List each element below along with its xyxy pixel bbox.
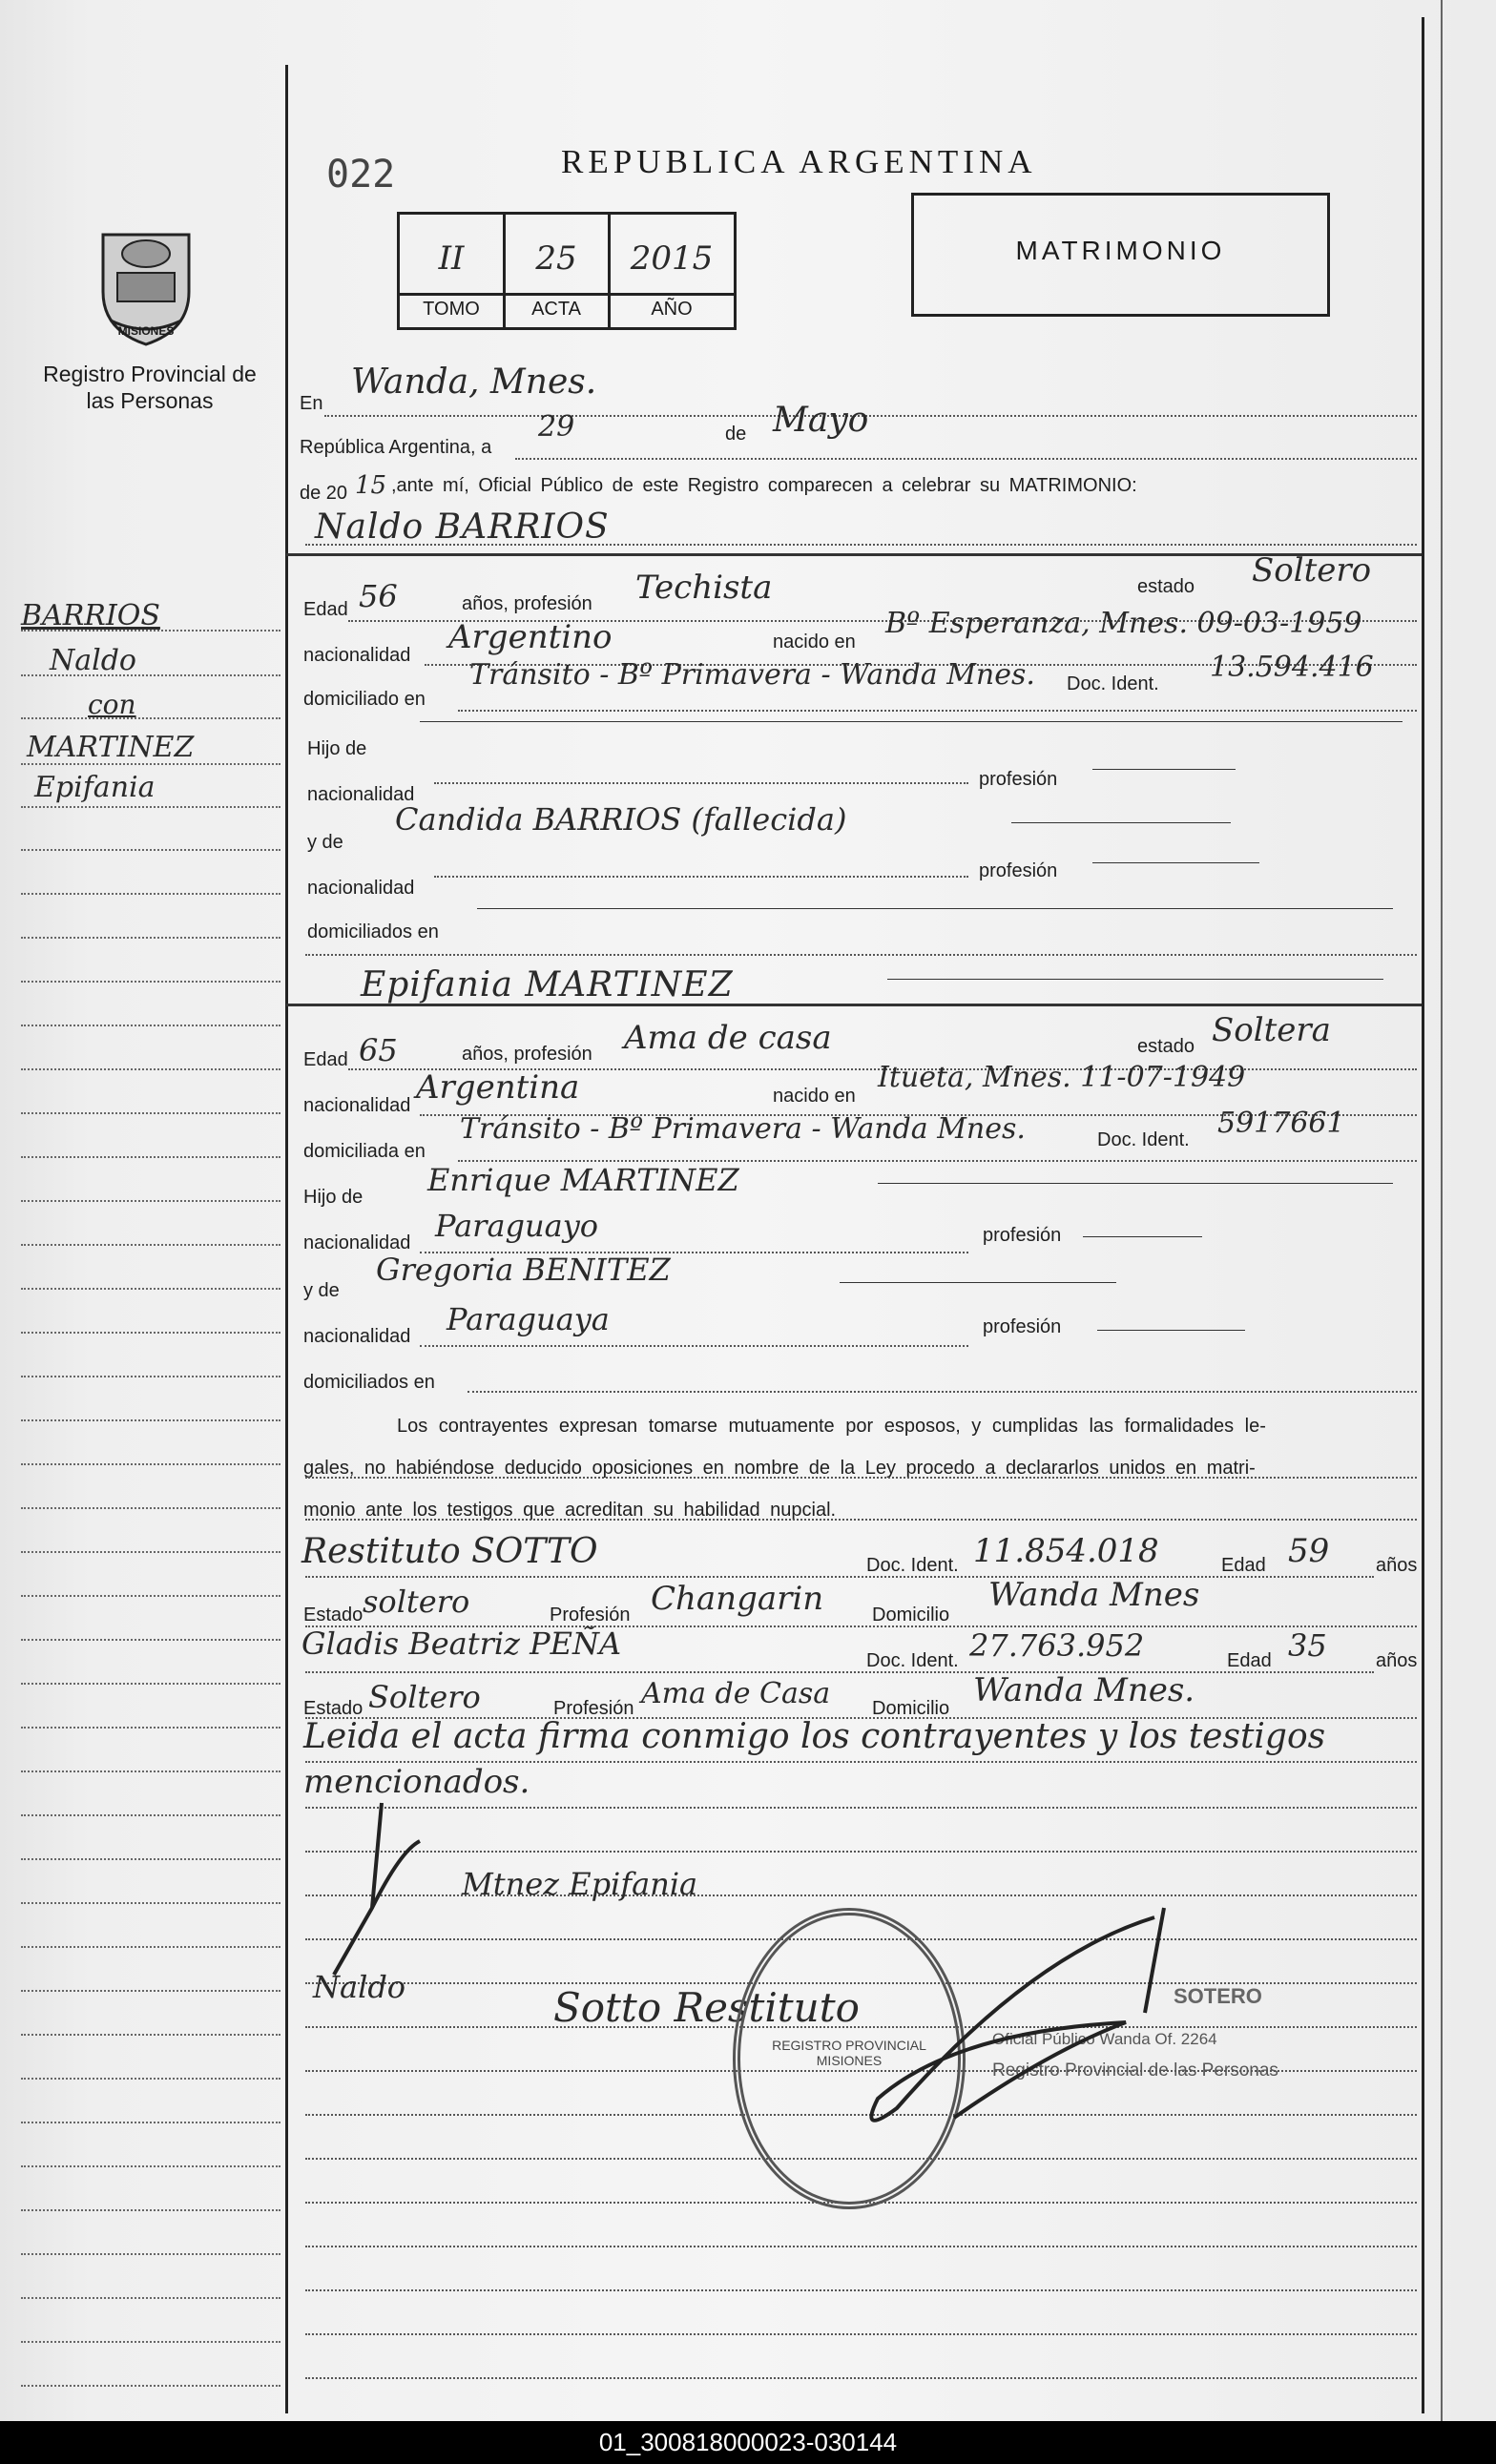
witness2-profession: Ama de Casa [641, 1677, 831, 1710]
ano-label: AÑO [651, 299, 693, 320]
witness1-age: 59 [1288, 1532, 1330, 1570]
officer-signature-scribble [840, 1898, 1221, 2146]
bride-father-nat: Paraguayo [435, 1208, 599, 1244]
acta-label: ACTA [531, 299, 581, 320]
day-value: 29 [538, 410, 575, 444]
groom-address: Tránsito - Bº Primavera - Wanda Mnes. [469, 658, 1035, 692]
declaration-line1: Los contrayentes expresan tomarse mutuamente por esposos, y cumplidas las formalidades le- [397, 1416, 1266, 1437]
witness2-doc: 27.763.952 [969, 1627, 1145, 1664]
ano-value: 2015 [630, 239, 714, 278]
witness1-doc: 11.854.018 [973, 1532, 1159, 1570]
right-border [1422, 17, 1424, 2413]
signature-bride: Mtnez Epifania [462, 1866, 698, 1902]
groom-name: Naldo BARRIOS [315, 507, 610, 547]
bride-edad-label: Edad [303, 1049, 348, 1070]
groom-nacionalidad-label: nacionalidad [303, 645, 411, 666]
groom-domiciliado-label: domiciliado en [303, 689, 426, 710]
bride-estado-label: estado [1137, 1036, 1195, 1057]
footer-code: 01_300818000023-030144 [0, 2421, 1496, 2464]
witness1-name: Restituto SOTTO [301, 1532, 598, 1571]
closing-line1: Leida el acta firma conmigo los contrayentes y los testigos [303, 1717, 1326, 1756]
bride-prof1-label: profesión [983, 1225, 1062, 1246]
witness1-profesion-label: Profesión [550, 1605, 631, 1625]
margin-name1: Naldo [50, 644, 136, 677]
official-stamp-line3: Registro Provincial de las Personas [992, 2060, 1278, 2081]
witness1-domicilio-label: Domicilio [872, 1605, 950, 1625]
witness1-estado: soltero [363, 1584, 470, 1620]
bride-mother-nat: Paraguaya [447, 1301, 610, 1337]
witness2-estado: Soltero [368, 1679, 481, 1715]
witness1-address: Wanda Mnes [988, 1576, 1200, 1614]
bride-yde-label: y de [303, 1280, 340, 1301]
witness2-profesion-label: Profesión [553, 1698, 634, 1719]
bride-prof2-label: profesión [983, 1316, 1062, 1337]
groom-yde-label: y de [307, 832, 343, 853]
witness1-profession: Changarin [651, 1580, 824, 1618]
bride-mother: Gregoria BENITEZ [376, 1252, 671, 1288]
doc-type-box [911, 193, 1330, 317]
bride-profession: Ama de casa [624, 1019, 832, 1057]
witness2-estado-label: Estado [303, 1698, 364, 1719]
bride-hijo-label: Hijo de [303, 1187, 364, 1208]
doc-type-label: MATRIMONIO [1015, 236, 1226, 265]
groom-nac2-label: nacionalidad [307, 878, 415, 899]
witness2-doc-label: Doc. Ident. [866, 1650, 959, 1671]
acta-value: 25 [535, 239, 577, 278]
bride-name: Epifania MARTINEZ [361, 965, 734, 1004]
de-label: de [725, 424, 747, 445]
official-stamp-line2: Oficial Público Wanda Of. 2264 [992, 2030, 1217, 2048]
signature-witness: Sotto Restituto [553, 1984, 860, 2031]
bride-nacionalidad-label: nacionalidad [303, 1095, 411, 1116]
round-seal-text: REGISTRO PROVINCIAL MISIONES [772, 2038, 926, 2068]
left-margin-border [285, 65, 288, 2413]
tomo-label: TOMO [423, 299, 480, 320]
bride-nac2-label: nacionalidad [303, 1326, 411, 1347]
margin-surname1: BARRIOS [21, 599, 160, 632]
logo-text: MISIONES [117, 324, 175, 338]
bride-birth: Itueta, Mnes. 11-07-1949 [878, 1061, 1246, 1094]
bride-doc-label: Doc. Ident. [1097, 1129, 1190, 1150]
witness2-name: Gladis Beatriz PEÑA [301, 1625, 622, 1662]
margin-name2: Epifania [34, 771, 156, 804]
groom-birth: Bº Esperanza, Mnes. 09-03-1959 [885, 607, 1362, 640]
groom-estado: Soltero [1252, 551, 1372, 590]
intro-text: ,ante mí, Oficial Público de este Registro comparecen a celebrar su MATRIMONIO: [391, 475, 1137, 496]
bride-age: 65 [359, 1032, 398, 1068]
groom-mother: Candida BARRIOS (fallecida) [395, 801, 847, 838]
registry-label: Registro Provincial de las Personas [43, 362, 257, 413]
groom-profession: Techista [635, 569, 773, 607]
groom-doc-label: Doc. Ident. [1067, 673, 1159, 694]
groom-domiciliados-label: domiciliados en [307, 921, 439, 942]
republica-label: República Argentina, a [300, 437, 492, 458]
bride-nationality: Argentina [416, 1068, 580, 1107]
bride-address: Tránsito - Bº Primavera - Wanda Mnes. [460, 1112, 1026, 1146]
declaration-line3: monio ante los testigos que acreditan su habilidad nupcial. [303, 1500, 837, 1521]
witness2-anos-label: años [1376, 1650, 1418, 1671]
year-suffix: 15 [355, 471, 387, 500]
bride-nac1-label: nacionalidad [303, 1232, 411, 1253]
margin-surname2: MARTINEZ [27, 731, 195, 764]
groom-anos-profesion: años, profesión [462, 593, 592, 614]
groom-nationality: Argentino [448, 618, 613, 656]
officer-signature-mark [315, 1793, 468, 1984]
year-prefix: de 20 [300, 483, 348, 504]
bride-estado: Soltera [1212, 1011, 1331, 1049]
witness1-edad-label: Edad [1221, 1555, 1266, 1576]
right-border-inner [1441, 0, 1443, 2421]
witness2-edad-label: Edad [1227, 1650, 1272, 1671]
bride-doc: 5917661 [1217, 1107, 1345, 1140]
groom-prof1-label: profesión [979, 769, 1058, 790]
groom-age: 56 [359, 578, 398, 614]
en-label: En [300, 393, 323, 414]
bride-nacido-label: nacido en [773, 1086, 856, 1107]
country-title: REPUBLICA ARGENTINA [561, 143, 1037, 180]
witness1-doc-label: Doc. Ident. [866, 1555, 959, 1576]
witness1-estado-label: Estado [303, 1605, 364, 1625]
official-stamp-line1: SOTERO [1174, 1984, 1262, 2008]
signature-groom: Naldo [313, 1969, 406, 2005]
groom-hijo-label: Hijo de [307, 738, 367, 759]
groom-doc: 13.594.416 [1210, 651, 1374, 684]
witness2-address: Wanda Mnes. [973, 1671, 1195, 1709]
witness2-domicilio-label: Domicilio [872, 1698, 950, 1719]
tomo-value: II [438, 239, 465, 278]
bride-father: Enrique MARTINEZ [427, 1162, 739, 1198]
groom-edad-label: Edad [303, 599, 348, 620]
groom-estado-label: estado [1137, 576, 1195, 597]
declaration-line2: gales, no habiéndose deducido oposiciones en nombre de la Ley procedo a declararlos unidos en matri- [303, 1458, 1256, 1479]
bride-anos-profesion: años, profesión [462, 1044, 592, 1065]
closing-line2: mencionados. [303, 1763, 530, 1801]
month-value: Mayo [773, 401, 869, 440]
margin-con: con [88, 689, 136, 720]
bride-domiciliada-label: domiciliada en [303, 1141, 426, 1162]
witness2-age: 35 [1288, 1627, 1327, 1664]
witness1-anos-label: años [1376, 1555, 1418, 1576]
groom-nacido-label: nacido en [773, 632, 856, 652]
place-value: Wanda, Mnes. [351, 362, 597, 402]
groom-prof2-label: profesión [979, 860, 1058, 881]
tomo-acta-ano-box [397, 212, 737, 330]
groom-nac1-label: nacionalidad [307, 784, 415, 805]
document-number: 022 [326, 153, 396, 197]
bride-domiciliados-label: domiciliados en [303, 1372, 435, 1393]
